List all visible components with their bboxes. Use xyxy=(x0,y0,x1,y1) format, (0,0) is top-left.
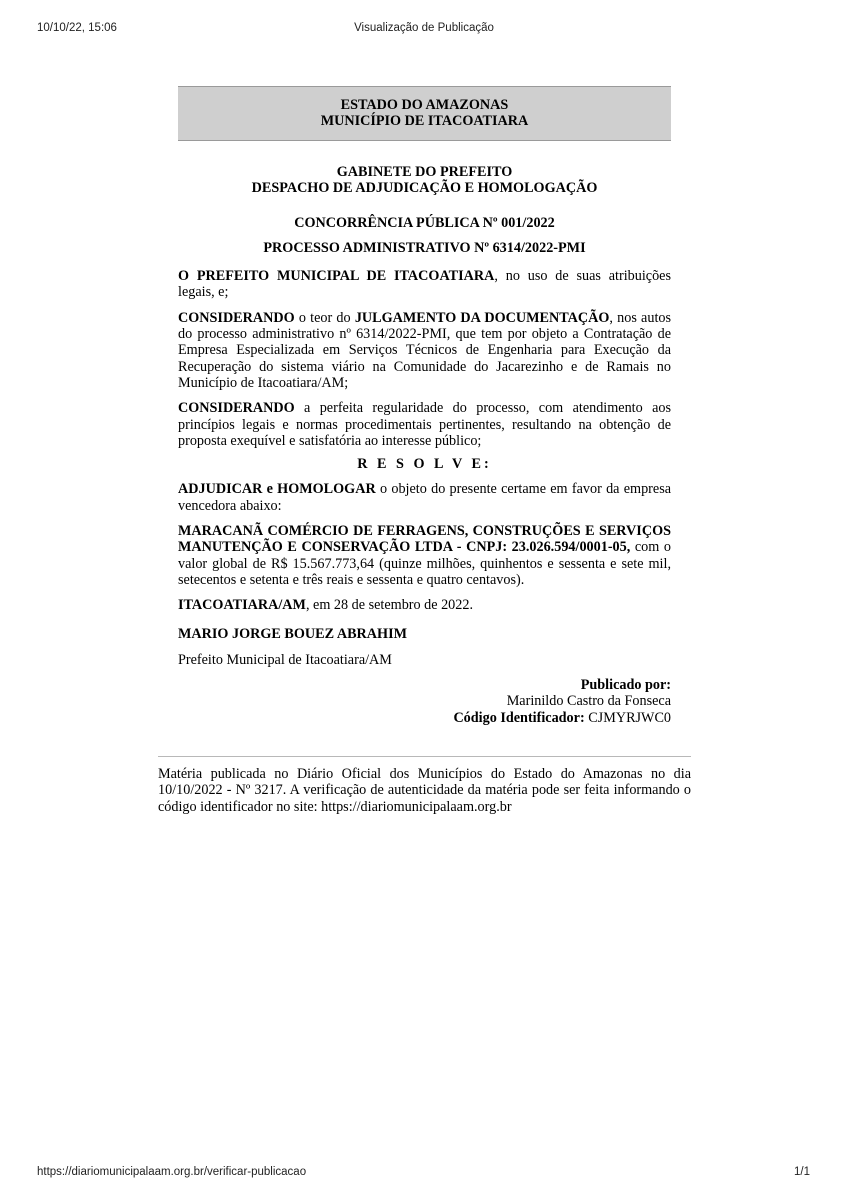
publication-info xyxy=(178,677,671,726)
considering-2-text: a perfeita regularidade do processo, com atendimento aos princípios legais e normas procedimentais pertinentes, resultando na obtenção de proposta exequível e satisfatória ao interesse público; xyxy=(178,400,671,449)
date-text: , em 28 de setembro de 2022. xyxy=(305,597,474,614)
considering-1-text: , nos autos do processo administrativo nº 6314/2022-PMI, que tem por objeto a Contratação de Empresa Especializada em Serviços Técnicos de Engenharia para Execução da Recuperação do sistema viário na Comunidade do Jacarezinho e de Ramais no Município de Itacoatiara/AM; xyxy=(178,309,672,391)
authenticity-notice: Matéria publicada no Diário Oficial dos Municípios do Estado do Amazonas no dia 10/10/2022 - Nº 3217. A verificação de autenticidade da matéria pode ser feita informando o código identificador no site: https://diariomunicipalaam.org.br xyxy=(158,766,691,815)
bid-number: CONCORRÊNCIA PÚBLICA Nº 001/2022 xyxy=(294,214,555,231)
considering-paragraph-1 xyxy=(178,310,671,391)
section-divider xyxy=(158,756,691,757)
office-heading: GABINETE DO PREFEITO xyxy=(336,164,513,180)
considering-1-mid: o teor do xyxy=(294,309,355,326)
intro-text: , no uso de suas atribuições legais, e; xyxy=(178,268,671,301)
published-by-label: Publicado por: xyxy=(580,677,671,694)
identifier-code-value: CJMYRJWC0 xyxy=(588,709,671,726)
municipality-name: MUNICÍPIO DE ITACOATIARA xyxy=(320,113,529,129)
place-date-paragraph xyxy=(178,597,671,613)
adjudication-paragraph xyxy=(178,481,671,514)
print-url: https://diariomunicipalaam.org.br/verificar-publicacao xyxy=(37,1166,307,1178)
company-name-cnpj: MARACANÃ COMÉRCIO DE FERRAGENS, CONSTRUÇÕES E SERVIÇOS MANUTENÇÃO E CONSERVAÇÃO LTDA - CNPJ: 23.026.594/0001-05, xyxy=(178,523,671,556)
place-label: ITACOATIARA/AM xyxy=(178,597,306,614)
identifier-code-label: Código Identificador: xyxy=(453,709,585,726)
adjudication-text: o objeto do presente certame em favor da empresa vencedora abaixo: xyxy=(178,481,672,514)
print-page-title: Visualização de Publicação xyxy=(354,22,494,34)
winning-company-paragraph xyxy=(178,523,671,588)
considering-label-2: CONSIDERANDO xyxy=(178,400,295,417)
considering-label-1: CONSIDERANDO xyxy=(178,309,295,326)
state-name: ESTADO DO AMAZONAS xyxy=(340,97,509,113)
state-header-box xyxy=(178,86,671,141)
process-number: PROCESSO ADMINISTRATIVO Nº 6314/2022-PMI xyxy=(263,239,586,256)
published-by-name: Marinildo Castro da Fonseca xyxy=(506,693,671,710)
publication-document xyxy=(178,86,671,726)
browser-print-header xyxy=(0,0,848,40)
dispatch-title: DESPACHO DE ADJUDICAÇÃO E HOMOLOGAÇÃO xyxy=(251,180,598,197)
considering-paragraph-2 xyxy=(178,400,671,449)
browser-print-footer xyxy=(0,1160,848,1190)
signer-name: MARIO JORGE BOUEZ ABRAHIM xyxy=(178,625,407,642)
resolve-heading: R E S O L V E: xyxy=(357,456,492,473)
signer-role: Prefeito Municipal de Itacoatiara/AM xyxy=(178,651,392,668)
intro-bold: O PREFEITO MUNICIPAL DE ITACOATIARA xyxy=(178,268,495,285)
intro-paragraph xyxy=(178,268,671,301)
print-page-count: 1/1 xyxy=(794,1166,810,1178)
contract-value-text: com o valor global de R$ 15.567.773,64 (quinze milhões, quinhentos e sessenta e sete mil, setecentos e setenta e três reais e sessenta e quatro centavos). xyxy=(178,539,671,588)
judgment-label: JULGAMENTO DA DOCUMENTAÇÃO xyxy=(354,309,610,326)
adjudication-label: ADJUDICAR e HOMOLOGAR xyxy=(178,481,376,498)
print-datetime: 10/10/22, 15:06 xyxy=(37,22,117,34)
